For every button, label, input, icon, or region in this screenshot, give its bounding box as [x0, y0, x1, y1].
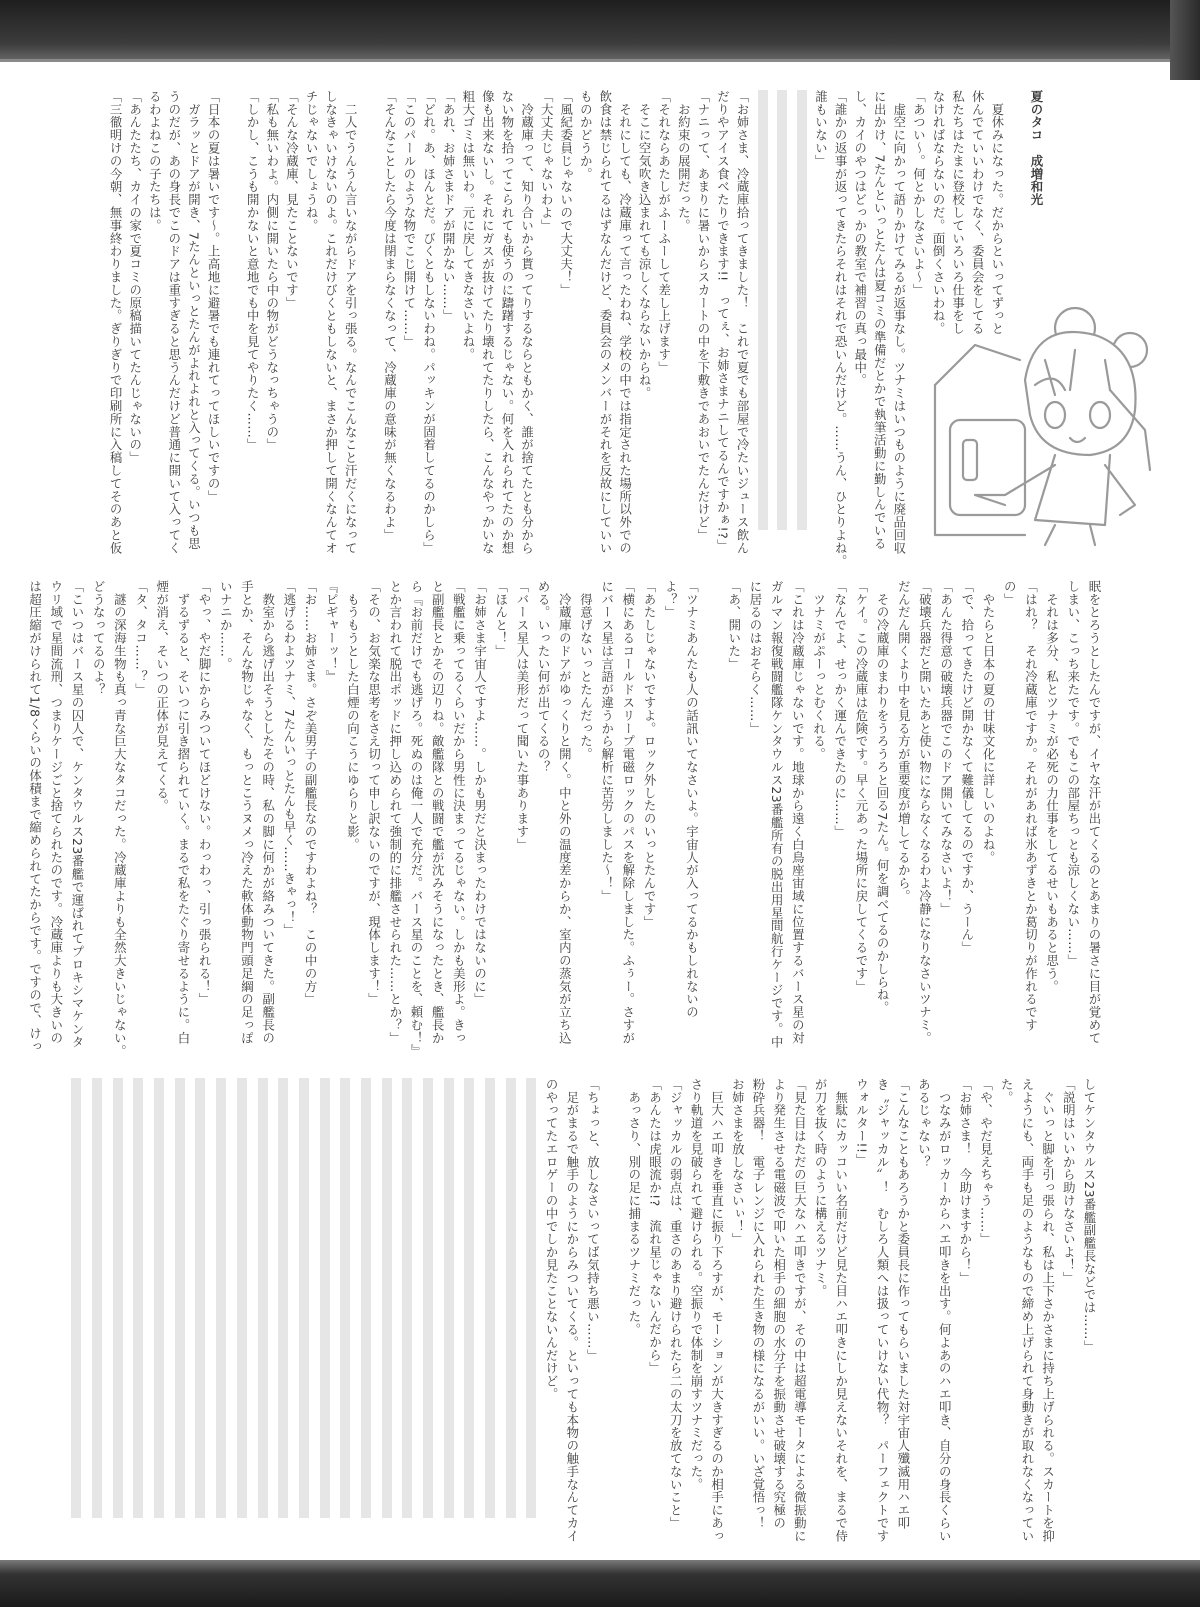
- text-column: と副艦長とかその辺りね。敵艦隊との戦闘で艦が沈みそうになったとき、艦長か: [430, 580, 446, 1045]
- omitted-passage: [226, 1078, 247, 1518]
- chibi-girl-with-fridge-illustration: [905, 290, 1155, 550]
- text-column: 『ピギャーッ！』: [324, 580, 340, 684]
- text-column: 「大丈夫じゃないわよ」: [539, 90, 555, 232]
- omitted-passage: [102, 1078, 123, 1518]
- text-column: ら『お前だけでも逃げろ。死ぬのは俺一人で充分だ。バース星のことを、頼む！』: [409, 580, 424, 1058]
- omitted-passage: [185, 1078, 206, 1518]
- omitted-passage-bar: [423, 1078, 433, 1518]
- text-column: 「あつい～。何とかしなさいよ～」: [911, 90, 927, 297]
- text-column: 「はれ？ それ冷蔵庫ですか。それがあれば氷あずきとか葛切りが作れるです: [1023, 580, 1039, 1032]
- omitted-passage: [309, 1078, 330, 1518]
- text-column: 「お姉さま、冷蔵庫拾ってきました！ これで夏でも部屋で冷たいジュース飲ん: [735, 90, 751, 555]
- omitted-passage-bar: [777, 90, 787, 530]
- omitted-passage-bar: [216, 1078, 226, 1518]
- text-column: し、カイのやつはどっかの教室で補習の真っ最中。: [852, 90, 868, 387]
- text-column: そこに空気吹き込まれても涼しくならないからね。: [637, 90, 653, 400]
- text-column: 「なんでよ、せっかく運んできたのに……」: [832, 580, 848, 838]
- text-column: める。いったい何が出てくるの？: [536, 580, 552, 774]
- omitted-passage: [748, 90, 768, 530]
- text-column: のやってたエロゲーの中でしか見たことないんだけど。: [544, 1078, 560, 1401]
- scan-top-border: [0, 0, 1200, 62]
- text-column: ウリ域で星間流刑、つまりケージごと捨てられたのです。冷蔵庫よりも大きいの: [48, 580, 64, 1045]
- text-column: 「日本の夏は暑いです～。上高地に避暑でも連れてってほしいですの」: [206, 90, 222, 503]
- omitted-passage-bar: [526, 1078, 536, 1518]
- text-column: してケンタウルス23番艦副艦長などでは……」: [1082, 1078, 1097, 1353]
- text-column: ぐいっと脚を引っ張られ、私は上下さかさまに持ち上げられる。スカートを抑: [1040, 1078, 1056, 1543]
- text-column: よ？」: [663, 580, 679, 619]
- omitted-passage-bar: [361, 1078, 371, 1518]
- text-column: 冷蔵庫って、知り合いから貰ってりするならともかく、誰が捨てたとも分から: [519, 90, 535, 555]
- omitted-passage-bar: [92, 1078, 102, 1518]
- omitted-passage-bar: [320, 1078, 330, 1518]
- text-column: 「あたしじゃないですよ。ロック外したのいっとたんです」: [642, 580, 658, 929]
- text-column: 像も出来ないし。それにガスが抜けてたり壊れてたりしたら、こんなやっかいな: [480, 90, 496, 555]
- text-column: た。: [999, 1078, 1015, 1104]
- text-column: ツナミがぷーっとむくれる。: [811, 580, 827, 761]
- text-column: 「しかし、こうも開かないと意地でも中を見てやりたく……」: [245, 90, 261, 452]
- text-column: 「このパールのような物でこじ開けて……」: [402, 90, 417, 348]
- omitted-passage-bar: [797, 90, 807, 530]
- text-column: 「こいつはバース星の囚人で、ケンタウルス23番艦で運ばれてプロキシマケンタ: [70, 580, 85, 1049]
- omitted-passage: [288, 1078, 309, 1518]
- story-title: 夏のタコ 成増和光: [1029, 90, 1044, 207]
- scan-bottom-border: [0, 1560, 1200, 1607]
- omitted-passage-bar: [175, 1078, 185, 1518]
- fridge-outline: [935, 385, 1025, 535]
- text-column: 得意げないっとたんだった。: [578, 580, 594, 761]
- text-column: 「そんな冷蔵庫、見たことないです」: [284, 90, 300, 310]
- text-column: 「タ、タコ……？」: [133, 580, 149, 697]
- text-column: その冷蔵庫のまわりをうろうろと回る7たん。何を調べてるのかしらね。: [875, 580, 891, 1015]
- omitted-passage-bar: [258, 1078, 268, 1518]
- text-column: とか言われて脱出ポッドに押し込められて強制的に排艦させられた……とか？」: [387, 580, 403, 1045]
- text-column: 「あんた得意の破壊兵器でこのドア開いてみなさいよ！」: [938, 580, 954, 916]
- text-column: 眠をとろうとしたんですが、イヤな汗が出てくるのとあまりの暑さに目が覚めて: [1087, 580, 1102, 1045]
- text-column: えようにも、両手も足のようなもので締め上げられて身動きが取れなくなってい: [1019, 1078, 1035, 1543]
- omitted-passage-bar: [340, 1078, 350, 1518]
- text-column: もうもうとした白煙の向こうにゆらりと影。: [345, 580, 361, 851]
- omitted-passage-bar: [402, 1078, 412, 1518]
- text-column: 「あ、開いた」: [726, 580, 742, 671]
- text-column: 「破壊兵器だと開いたあと使い物にならなくなるわよ冷静になりなさいツナミ。: [917, 580, 933, 1045]
- text-column: き〝ジャッカル〟！ むしろ人類へは扱っていけない代物？ パーフェクトです: [875, 1078, 891, 1543]
- text-column: 「で、拾ってきたけど開かなくて難儀してるのですか、うーん」: [959, 580, 975, 955]
- text-column: 飲食は禁じられてるはずなんだけど、委員会のメンバーがそれを反故にしていい: [597, 90, 613, 555]
- omitted-passage: [81, 1078, 102, 1518]
- text-column: 「横にあるコールドスリープ電磁ロックのパスを解除しました。ふぅー。さすが: [620, 580, 636, 1045]
- text-column: ウォルター!!」: [854, 1078, 870, 1167]
- text-column: 粉砕兵器！ 電子レンジに入れられた生き物の様になるがいい。いざ覚悟っ！: [751, 1078, 766, 1530]
- text-column: 虚空に向かって語りかけてみるが返事なし。ツナミはいつものように廃品回収: [891, 90, 907, 555]
- text-column: 「そんなことしたら今度は閉まらなくなって、冷蔵庫の意味が無くなるわよ」: [382, 90, 398, 542]
- text-column: 「あれ、お姉さまドアが開かない……」: [441, 90, 457, 323]
- text-column: それにしても、冷蔵庫って言ったわね、学校の中では指定された場所以外での: [617, 90, 633, 555]
- text-column: 私たちはたまに登校していろいろ仕事をし: [950, 90, 966, 336]
- text-column: どうなってるのよ？: [91, 580, 107, 697]
- text-column: 無駄にカッコいい名前だけど見た目ハエ叩きにしか見えないそれを、まるで侍: [833, 1078, 849, 1543]
- text-column: それは多分、私とツナミが必死の力仕事をしてるせいもあると思う。: [1044, 580, 1060, 993]
- text-column: だんだん開くより中を見る方が重要度が増してるから。: [896, 580, 912, 903]
- text-column: 「お……お姉さま。さぞ美男子の副艦長なのですわよね？ この中の方」: [303, 580, 319, 1006]
- omitted-passage-bar: [154, 1078, 164, 1518]
- omitted-passage: [268, 1078, 289, 1518]
- text-column: 「それならあたしがふーふーして差し上げます」: [656, 90, 672, 374]
- omitted-passage-bar: [113, 1078, 123, 1518]
- omitted-passage: [350, 1078, 371, 1518]
- omitted-passage-bar: [382, 1078, 392, 1518]
- omitted-passage-bar: [506, 1078, 516, 1518]
- omitted-passage: [787, 90, 807, 530]
- text-column: お姉さまを放しなさいぃ！」: [730, 1078, 746, 1246]
- text-column: ガルマン報復戦闘艦隊ケンタウルス23番艦所有の脱出用星間航行ケージです。中: [769, 580, 785, 1049]
- text-column: うのだが、あの身長でこのドアは重すぎると思うんだけど普通に開いて入ってく: [166, 90, 182, 555]
- omitted-passage: [205, 1078, 226, 1518]
- text-column: ない物を拾ってこられても使うのに躊躇するじゃない。何を入れられてたのか想: [499, 90, 515, 555]
- text-column: チじゃないでしょうね。: [304, 90, 320, 232]
- text-column: 冷蔵庫のドアがゆっくりと開く。中と外の温度差からか、室内の蒸気が立ち込: [557, 580, 573, 1045]
- omitted-passage: [474, 1078, 495, 1518]
- text-column: 「ジャッカルの弱点は、重さのあまり避けられたら二の太刀を放てないこと」: [668, 1078, 684, 1530]
- omitted-passage: [330, 1078, 351, 1518]
- text-column: ものかどうか。: [578, 90, 594, 181]
- omitted-passage-bar: [299, 1078, 309, 1518]
- omitted-passage: [768, 90, 788, 530]
- omitted-passage: [412, 1078, 433, 1518]
- text-column: るわよねこの子たちは。: [147, 90, 163, 232]
- omitted-passage-bar: [485, 1078, 495, 1518]
- text-column: より発生させる電磁波で叩いた相手の細胞の水分子を振動させ破壊する究極の: [771, 1078, 787, 1530]
- omitted-passage: [433, 1078, 454, 1518]
- omitted-passage-bar: [758, 90, 768, 530]
- text-column: 「風紀委員じゃないので大丈夫！」: [558, 90, 574, 297]
- text-column: 「逃げるわよツナミ、7たんいっとたんも早く……きゃっ！」: [281, 580, 297, 937]
- text-column: に居るのはおそらく……」: [748, 580, 763, 735]
- omitted-passage: [516, 1078, 537, 1518]
- text-column: しまい、こっち来たです。でもこの部屋ちっとも涼しくない……」: [1065, 580, 1081, 967]
- text-column: 「誰かの返事が返ってきたらそれはそれで恐いんだけど。……うん、ひとりよね。: [833, 90, 849, 568]
- text-column: 「ナニって、あまりに暑いからスカートの中を下敷きであおいでたんだけど」: [695, 90, 711, 542]
- text-column: ずるずると、そいつに引き摺られていく。まるで私をたぐり寄せるように。白: [175, 580, 191, 1045]
- omitted-passage: [371, 1078, 392, 1518]
- text-column: ガラッとドアが開き、7たんといっとたんがよれよれと入ってくる。いつも思: [186, 90, 202, 550]
- text-section-middle: [19, 580, 1102, 1058]
- text-column: 「こんなこともあろうかと委員長に作ってもらいました対宇宙人殲滅用ハエ叩: [895, 1078, 911, 1530]
- text-column: に出かけ、7たんといっとたんは夏コミの準備だとかで執筆活動に勤しんでいる: [872, 90, 888, 550]
- text-column: あっさり、別の足に捕まるツナミだった。: [626, 1078, 642, 1336]
- text-column: 休んでていいわけでなく、委員会をしてる: [970, 90, 986, 336]
- text-column: 粗大ゴミは無いわ。元に戻してきなさいよね。: [460, 90, 476, 361]
- text-column: にバース星は言語が違うから解析に苦労しました～！」: [599, 580, 615, 903]
- text-column: 「ほんと！」: [493, 580, 509, 658]
- text-column: 「説明はいいから助けなさいよ！」: [1061, 1078, 1077, 1285]
- omitted-passage-bar: [464, 1078, 474, 1518]
- text-column: なければならないのだ。面倒くさいわね。: [931, 90, 947, 336]
- text-column: しなきゃいけないのよ。これだけびくともしないと、まさか押して開くなんてオ: [323, 90, 339, 555]
- text-column: あるじゃない？: [916, 1078, 932, 1169]
- text-column: 「どれ。あ、ほんとだ。びくともしないわね。パッキンが固着してるのかしら」: [421, 90, 437, 555]
- text-column: さり軌道を見破られて避けられる。空振りで体制を崩すツナミだった。: [688, 1078, 704, 1491]
- text-column: だりやアイス食べたりできます!! ってぇ、お姉さまナニしてるんですかぁ!?」: [715, 90, 731, 553]
- text-column: 煙が消え、そいつの正体が見えてくる。: [154, 580, 170, 813]
- omitted-passage: [143, 1078, 164, 1518]
- scan-right-edge: [1170, 0, 1200, 80]
- text-column: 「や、やだ見えちゃう……」: [978, 1078, 994, 1246]
- text-column: 教室から逃げ出そうとしたその時、私の脚に何かが絡みついてきた。副艦長の: [260, 580, 276, 1045]
- omitted-passage: [454, 1078, 475, 1518]
- text-column: つなみがロッカーからハエ叩きを出す。何よあのハエ叩き、自分の身長くらい: [937, 1078, 953, 1543]
- text-column: 足がまるで触手のようにからみついてくる。といっても本物の触手なんてカイ: [564, 1078, 580, 1543]
- text-column: 誰もいない」: [813, 90, 829, 168]
- text-section-bottom: [61, 1078, 1095, 1548]
- text-column: 「ケイ。この冷蔵庫は危険です。早く元あった場所に戻してくるです」: [853, 580, 869, 993]
- text-column: 手とか、そんな物じゃなく、もっとこうヌメっ冷えた軟体動物門頭足綱の足っぽ: [239, 580, 255, 1045]
- omitted-passage: [61, 1078, 82, 1518]
- text-column: は超圧縮がけられて1/8くらいの体積まで縮められてたからです。ですので、けっ: [27, 580, 43, 1053]
- text-column: 「ちょっと、放しなさいってば気持ち悪い……」: [585, 1078, 601, 1362]
- text-column: 「やっ、やだ脚にからみついてほどけない。わっわっ、引っ張られる！」: [197, 580, 213, 1006]
- text-section-top: [102, 90, 1044, 568]
- omitted-passage: [123, 1078, 144, 1518]
- text-column: 「戦艦に乗ってるくらいだから男性に決まってるじゃない。しかも美形よ。きっ: [451, 580, 467, 1045]
- text-column: 「お姉さま宇宙人ですよ……。しかも男だと決まったわけではないのに」: [472, 580, 488, 1006]
- text-column: 二人でうんうん言いながらドアを引っ張る。なんでこんなこと汗だくになって: [343, 90, 359, 555]
- text-column: の」: [1002, 580, 1018, 606]
- text-column: 「バース星人は美形だって聞いた事あります」: [514, 580, 530, 851]
- text-column: 「ツナミあんたも人の話訊いてなさいよ。宇宙人が入ってるかもしれないの: [684, 580, 700, 1019]
- omitted-passage-bar: [195, 1078, 205, 1518]
- omitted-passage: [164, 1078, 185, 1518]
- omitted-passage-bar: [133, 1078, 143, 1518]
- omitted-passage-bar: [237, 1078, 247, 1518]
- text-column: 「あんたたち、カイの家で夏コミの原稿描いてたんじゃないの」: [127, 90, 143, 465]
- text-column: 夏休みになった。だからといってずっと: [989, 90, 1005, 336]
- text-column: が刀を抜く時のように構えるツナミ。: [813, 1078, 829, 1298]
- omitted-passage: [247, 1078, 268, 1518]
- text-column: 「私も無いわよ。内側に開いたら中の物がどうなっちゃうの」: [264, 90, 280, 452]
- omitted-passage: [495, 1078, 516, 1518]
- text-column: 「あんたは虎眼流か!? 流れ星じゃないんだから」: [647, 1078, 663, 1375]
- text-column: お約束の展開だった。: [676, 90, 692, 232]
- text-column: 巨大ハエ叩きを垂直に振り下ろすが、モーションが大きすぎるのか相手にあっ: [709, 1078, 725, 1543]
- omitted-passage-bar: [278, 1078, 288, 1518]
- text-column: 「見た目はただの巨大なハエ叩きですが、その中は超電導モータによる微振動に: [792, 1078, 808, 1543]
- text-column: 「お姉さま！ 今助けますから！」: [957, 1078, 973, 1285]
- text-column: いナニか……。: [218, 580, 234, 671]
- text-column: 「三徹明けの今朝、無事終わりました。ぎりぎりで印刷所に入稿してそのあと仮: [108, 90, 124, 555]
- text-column: やたらと日本の夏の甘味文化に詳しいのよね。: [981, 580, 997, 864]
- omitted-passage-bar: [444, 1078, 454, 1518]
- omitted-passage-bar: [71, 1078, 81, 1518]
- text-column: 「これは冷蔵庫じゃないです。地球から遠く白鳥座宙域に位置するバース星の対: [790, 580, 806, 1045]
- omitted-passage: [392, 1078, 413, 1518]
- text-column: 謎の深海生物も真っ青な巨大なタコだった。冷蔵庫よりも全然大きいじゃない。: [112, 580, 128, 1058]
- text-column: 「その、お気楽な思考をさえ切って申し訳ないのですが、現体します！」: [366, 580, 382, 1006]
